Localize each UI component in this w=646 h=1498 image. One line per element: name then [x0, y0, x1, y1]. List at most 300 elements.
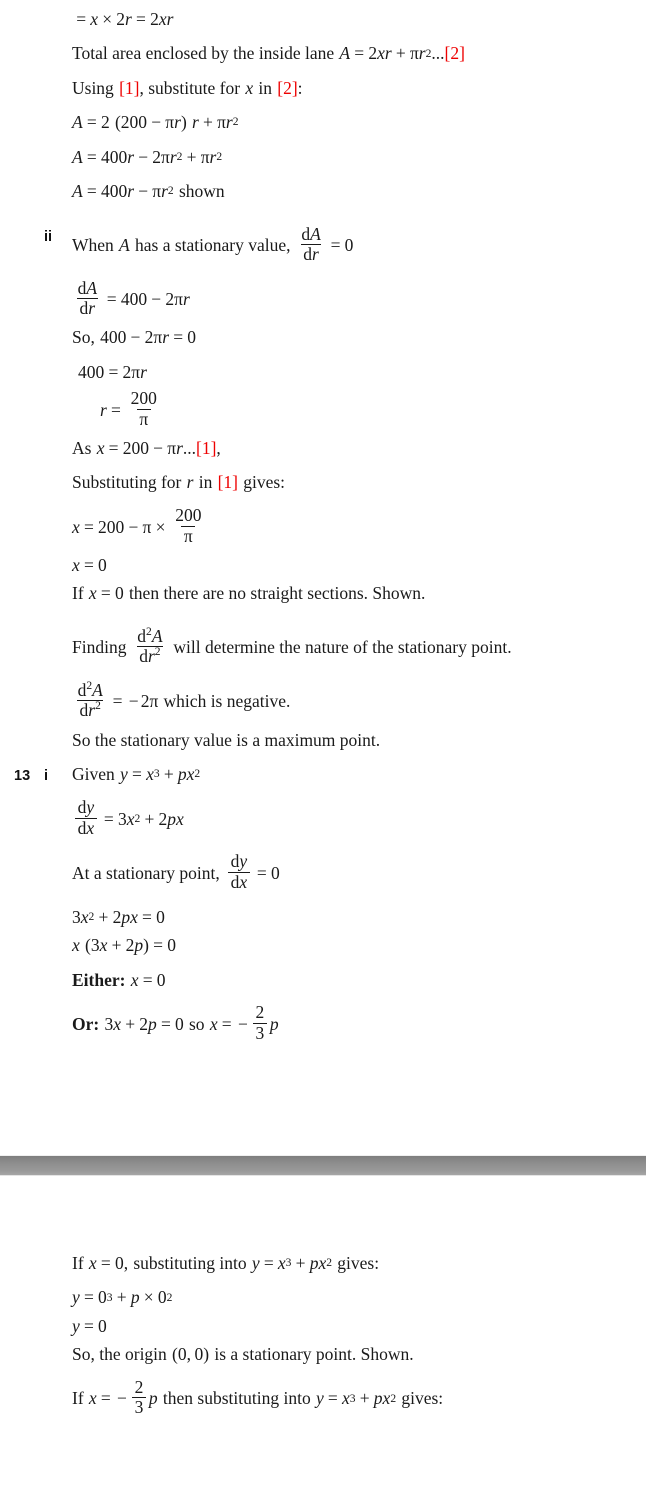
denominator: π — [137, 409, 151, 429]
substitute-text: , substitute for — [139, 77, 241, 98]
spacer — [0, 457, 646, 473]
equation-y-zero — [0, 1317, 646, 1335]
zero: 0 — [187, 327, 197, 348]
spacer-before-divider — [0, 1043, 646, 1155]
math-expression: y = 0 3 + p × 0 2 — [72, 1287, 173, 1308]
spacer — [0, 347, 646, 363]
denominator: dr — [301, 244, 321, 264]
numerator: dA — [77, 277, 98, 298]
so-label: so — [189, 1013, 205, 1034]
no-straight-text: then there are no straight sections. Shown. — [128, 583, 426, 604]
spacer — [0, 892, 646, 908]
so-label: So, — [72, 327, 95, 348]
number-400: 400 — [100, 327, 127, 348]
plus-sign: + — [111, 935, 122, 956]
coordinate-pair: (0, 0) — [172, 1344, 210, 1365]
equals-sign: = — [83, 516, 94, 537]
second-derivative-d2A-dr2 — [135, 625, 165, 667]
math-expression — [78, 363, 646, 381]
variable-x: x — [90, 9, 99, 29]
variable-r: r — [192, 112, 199, 133]
plus-sign: + — [203, 112, 213, 133]
zero: 0 — [98, 554, 107, 575]
variable-x: x — [209, 1013, 218, 1034]
minus-sign: − — [117, 1388, 127, 1409]
spacer — [0, 989, 646, 1005]
variable-x: x — [113, 1013, 121, 1034]
variable-x: x — [277, 1253, 286, 1273]
equals-sign: = — [86, 146, 97, 167]
variable-r: r — [127, 180, 135, 201]
variable-A: A — [72, 180, 83, 201]
coefficient: 2 — [122, 361, 132, 382]
substituting-label: Substituting for — [72, 472, 182, 493]
at-stationary-label: At a stationary point, — [72, 862, 220, 883]
statement-substituting-r — [0, 473, 646, 491]
numerator: dy — [230, 851, 248, 872]
equation-second-derivative-value — [0, 679, 646, 721]
math-expression — [72, 731, 646, 749]
denominator: dx — [75, 818, 96, 838]
comma: , — [216, 438, 221, 458]
math-expression — [72, 1317, 646, 1335]
pi-symbol: π — [161, 146, 170, 167]
variable-x: x — [88, 1253, 97, 1273]
equals-sign: = — [100, 1388, 111, 1409]
reference-marker-1: [1] — [196, 438, 217, 458]
plus-sign: + — [125, 1013, 136, 1034]
then-substituting-text: then substituting into — [162, 1388, 311, 1409]
equation-y-substituted — [0, 1288, 646, 1306]
minus-sign: − — [138, 180, 149, 201]
math-expression — [72, 556, 646, 574]
variable-y: y — [72, 1315, 80, 1336]
math-expression — [72, 223, 646, 265]
question-number-blank — [14, 226, 44, 229]
variable-x: x — [341, 1388, 350, 1409]
colon: : — [297, 77, 303, 98]
either-label: Either: — [72, 969, 126, 990]
equation-x-substituted — [0, 505, 646, 546]
statement-or — [0, 1002, 646, 1043]
plus-sign: + — [359, 1388, 370, 1409]
variable-x: x — [245, 77, 254, 98]
math-expression — [72, 851, 646, 892]
variable-r: r — [418, 43, 426, 64]
pi-symbol: π — [142, 516, 152, 537]
plus-sign: + — [144, 808, 155, 829]
minus-sign: − — [153, 438, 164, 458]
variable-r: r — [209, 146, 217, 167]
statement-total-area — [0, 44, 646, 62]
equals-sign: = — [100, 583, 111, 604]
variable-x: x — [130, 906, 138, 927]
coefficient: 2 — [165, 289, 175, 310]
as-label: As — [72, 438, 92, 458]
plus-sign: + — [163, 763, 174, 784]
equals-sign: = — [330, 235, 341, 256]
open-paren: ( — [114, 112, 121, 133]
minus-sign: − — [128, 691, 139, 712]
pi-symbol: π — [217, 112, 226, 133]
variable-x: x — [186, 763, 195, 784]
statement-no-straight-sections — [0, 584, 646, 602]
zero: 0 — [98, 1287, 107, 1308]
will-determine-text: will determine the nature of the stationary point. — [173, 637, 512, 658]
denominator: 3 — [253, 1023, 267, 1043]
equals-sign: = — [160, 1013, 171, 1034]
equation-x-zero — [0, 556, 646, 574]
variable-A: A — [339, 43, 351, 64]
or-label: Or: — [72, 1013, 100, 1034]
derivative-dA-dr — [75, 277, 99, 319]
statement-maximum-conclusion — [0, 731, 646, 749]
variable-r: r — [176, 438, 183, 458]
pi-symbol: π — [131, 361, 141, 382]
variable-r: r — [100, 399, 107, 420]
equation-solve-r — [0, 388, 646, 429]
substituting-into-text: substituting into — [133, 1253, 247, 1273]
part-label-i: i — [44, 767, 49, 784]
variable-x: x — [146, 763, 154, 784]
math-expression — [72, 505, 646, 546]
number-400: 400 — [100, 180, 128, 201]
variable-x: x — [130, 969, 139, 990]
equation-substituted — [0, 113, 646, 131]
number-200: 200 — [122, 438, 149, 458]
numerator: 200 — [175, 505, 202, 526]
variable-p: p — [309, 1253, 319, 1273]
variable-p: p — [148, 1388, 158, 1409]
coefficient: 3 — [72, 906, 81, 927]
equals-sign: = — [108, 438, 119, 458]
zero: 0 — [167, 935, 176, 956]
variable-p: p — [167, 808, 176, 829]
equation-area-rect — [0, 10, 646, 28]
math-expression — [72, 10, 646, 28]
pi-symbol: π — [174, 289, 183, 310]
denominator: $dr^2$ — [77, 700, 103, 720]
spacer — [0, 1307, 646, 1317]
variable-x: x — [99, 935, 108, 956]
minus-sign: − — [130, 327, 141, 348]
math-expression — [72, 473, 646, 491]
derivative-dA-dr — [299, 223, 323, 265]
statement-if-x-zero — [0, 1254, 646, 1272]
variable-r: r — [125, 9, 132, 29]
math-expression — [72, 625, 646, 667]
variable-A: A — [72, 112, 83, 133]
denominator: dx — [228, 872, 249, 892]
variable-x: x — [158, 9, 167, 29]
number-200: 200 — [120, 112, 148, 133]
plus-sign: + — [395, 43, 406, 64]
math-expression: Given y = x 3 + p x 2 — [72, 763, 201, 784]
math-expression — [72, 439, 646, 457]
variable-A: A — [72, 146, 83, 167]
math-expression — [72, 1345, 646, 1363]
math-expression: A = 400 r − π r 2 shown — [72, 180, 225, 201]
coefficient: 2 — [150, 9, 159, 29]
variable-x: x — [72, 935, 80, 956]
equation-rearranged — [0, 363, 646, 381]
equals-sign: = — [263, 1253, 274, 1273]
zero: 0 — [157, 1287, 167, 1308]
ellipsis: ... — [431, 43, 445, 64]
variable-p: p — [373, 1388, 383, 1409]
math-expression — [100, 388, 646, 429]
variable-x: x — [88, 583, 97, 604]
math-expression: A = 2 ( 200 − π r ) r + π r 2 — [72, 112, 239, 133]
so-origin-label: So, the origin — [72, 1344, 167, 1365]
coefficient: 2 — [140, 691, 150, 712]
close-paren: ) — [180, 112, 187, 133]
in-label: in — [258, 77, 272, 98]
spacer — [0, 1272, 646, 1288]
gives-label: gives: — [337, 1253, 380, 1273]
equals-sign: = — [111, 399, 121, 420]
math-expression — [72, 79, 646, 97]
minus-sign: − — [151, 289, 162, 310]
variable-r: r — [384, 43, 392, 64]
variable-x: x — [88, 1388, 97, 1409]
zero: 0 — [156, 969, 166, 990]
denominator: dr — [77, 298, 97, 318]
math-expression — [72, 328, 646, 346]
variable-x: x — [318, 1253, 327, 1273]
reference-marker-1: [1] — [217, 472, 238, 493]
shown-label: shown — [178, 180, 225, 201]
pi-symbol: π — [200, 146, 210, 167]
math-expression — [72, 679, 646, 721]
equation-dA-dr — [0, 277, 646, 319]
part-ii-stationary-condition — [0, 223, 646, 265]
equals-sign: = — [327, 1388, 338, 1409]
question-13-given — [0, 765, 646, 784]
equals-sign: = — [153, 935, 164, 956]
variable-r: r — [162, 327, 170, 348]
numerator: dy — [77, 797, 95, 818]
variable-x: x — [377, 43, 385, 64]
spacer — [0, 63, 646, 79]
variable-r: r — [174, 112, 181, 133]
equals-sign: = — [132, 763, 142, 784]
spacer — [0, 97, 646, 113]
equals-sign: = — [142, 969, 153, 990]
statement-using-1 — [0, 79, 646, 97]
variable-r: r — [161, 180, 168, 201]
variable-r: r — [225, 112, 233, 133]
statement-if-x-two-thirds — [0, 1380, 646, 1418]
zero: 0 — [270, 862, 280, 883]
coefficient: 2 — [144, 327, 154, 348]
math-expression: A = 400 r − 2 π r 2 + π r 2 — [72, 146, 223, 167]
page-divider-band — [0, 1155, 646, 1176]
variable-p: p — [121, 906, 131, 927]
negative-text: which is negative. — [163, 691, 291, 712]
variable-r: r — [166, 9, 174, 29]
zero: 0 — [156, 906, 165, 927]
variable-x: x — [80, 906, 89, 927]
equation-simplified — [0, 182, 646, 200]
reference-marker-2: [2] — [277, 77, 298, 98]
if-label: If — [72, 583, 84, 604]
math-expression — [72, 584, 646, 602]
variable-y: y — [315, 1388, 324, 1409]
equals-sign: = — [108, 361, 119, 382]
spacer — [0, 603, 646, 629]
coefficient: 2 — [116, 9, 126, 29]
using-label: Using — [72, 77, 114, 98]
variable-r: r — [169, 146, 177, 167]
equation-quadratic — [0, 908, 646, 926]
numerator: 200 — [130, 388, 157, 409]
equals-sign: = — [83, 1287, 94, 1308]
fraction-200-over-pi — [128, 390, 159, 428]
equals-sign: = — [112, 691, 123, 712]
numerator: $d^2A$ — [137, 625, 163, 646]
pi-symbol: π — [165, 112, 175, 133]
coefficient: 2 — [152, 146, 162, 167]
if-label: If — [72, 1253, 84, 1273]
coefficient: 2 — [125, 935, 135, 956]
spacer — [0, 546, 646, 556]
math-expression — [72, 1002, 646, 1043]
spacer — [0, 1364, 646, 1380]
zero: 0 — [98, 1315, 107, 1336]
numerator: 2 — [134, 1379, 144, 1397]
statement-either — [0, 971, 646, 989]
variable-A: A — [119, 235, 130, 256]
minus-sign: − — [151, 112, 162, 133]
numerator: 2 — [255, 1002, 265, 1023]
spacer — [0, 132, 646, 148]
spacer — [0, 749, 646, 765]
origin-text: is a stationary point. Shown. — [214, 1344, 414, 1365]
equals-sign: = — [354, 43, 365, 64]
spacer — [0, 784, 646, 800]
variable-r: r — [127, 146, 135, 167]
number-400: 400 — [100, 146, 128, 167]
math-expression: Total area enclosed by the inside lane A = 2 x r + π r 2 ... [2] — [72, 43, 465, 64]
equals-sign: = — [83, 1315, 94, 1336]
pi-symbol: π — [152, 180, 162, 201]
math-expression: 3 x 2 + 2 p x = 0 — [72, 906, 165, 927]
reference-marker-2: [2] — [444, 43, 465, 64]
numerator: $d^2A$ — [77, 679, 103, 700]
equals-sign: = — [136, 9, 146, 29]
variable-y: y — [72, 1287, 80, 1308]
plus-sign: + — [98, 906, 109, 927]
equals-sign: = — [76, 9, 87, 29]
reference-marker-1: [1] — [119, 77, 140, 98]
coefficient: 3 — [117, 808, 127, 829]
times-sign: × — [102, 9, 113, 29]
fraction-two-thirds — [132, 1380, 146, 1417]
denominator: π — [181, 526, 195, 546]
statement-finding-second-derivative — [0, 625, 646, 667]
coefficient: 3 — [104, 1013, 114, 1034]
variable-p: p — [134, 935, 144, 956]
equation-set-zero — [0, 328, 646, 346]
when-label: When — [72, 235, 114, 256]
comma: , — [123, 1253, 129, 1273]
derivative-dy-dx — [75, 799, 96, 837]
spacer — [0, 381, 646, 391]
conclusion-text: So the stationary value is a maximum point. — [72, 729, 381, 750]
spacer — [0, 318, 646, 328]
ellipsis: ... — [182, 438, 197, 458]
given-label: Given — [72, 763, 115, 784]
minus-sign: − — [138, 146, 149, 167]
spacer — [0, 28, 646, 44]
gives-label: gives: — [401, 1388, 444, 1409]
times-sign: × — [143, 1287, 154, 1308]
total-area-lead: Total area enclosed by the inside lane — [72, 43, 335, 64]
math-expression — [72, 277, 646, 319]
spacer-after-divider — [0, 1176, 646, 1254]
variable-p: p — [130, 1287, 140, 1308]
spacer — [0, 166, 646, 182]
fraction-two-thirds — [253, 1004, 267, 1042]
math-expression: If x = 0 , substituting into y = x 3 + p x 2 gives: — [72, 1253, 380, 1273]
equation-expanded — [0, 148, 646, 166]
pi-symbol: π — [149, 691, 159, 712]
math-expression — [72, 936, 646, 954]
variable-y: y — [251, 1253, 260, 1273]
denominator: 3 — [132, 1397, 146, 1417]
math-expression: If x = − $\frac{2}{3}$ p then substituting into y = x 3 + p x 2 gives: — [72, 1379, 444, 1418]
math-expression — [72, 971, 646, 989]
variable-r: r — [182, 289, 190, 310]
zero: 0 — [114, 583, 124, 604]
has-stationary-text: has a stationary value, — [135, 235, 291, 256]
equals-sign: = — [86, 180, 97, 201]
variable-x: x — [382, 1388, 391, 1409]
spacer — [0, 200, 646, 226]
spacer — [0, 838, 646, 854]
spacer — [0, 492, 646, 508]
math-expression: $\frac{dy}{dx}$ = 3 x 2 + 2 p x — [72, 800, 646, 838]
number-400: 400 — [120, 289, 148, 310]
part-label-ii: ii — [44, 229, 53, 246]
minus-sign: − — [237, 1013, 248, 1034]
variable-x: x — [72, 554, 80, 575]
coefficient: 2 — [100, 112, 110, 133]
variable-p: p — [177, 763, 187, 784]
question-number-13: 13 — [14, 767, 31, 784]
equals-sign: = — [256, 862, 267, 883]
coefficient: 2 — [368, 43, 378, 64]
denominator: $dr^2$ — [137, 646, 163, 666]
gives-label: gives: — [243, 472, 286, 493]
pi-symbol: π — [409, 43, 419, 64]
equals-sign: = — [100, 1253, 111, 1273]
zero: 0 — [114, 1253, 124, 1273]
equals-sign: = — [221, 1013, 232, 1034]
statement-recall-1 — [0, 439, 646, 457]
number-200: 200 — [98, 516, 125, 537]
number-400: 400 — [78, 361, 105, 382]
coefficient: 2 — [139, 1013, 148, 1034]
minus-sign: − — [128, 516, 139, 537]
zero: 0 — [175, 1013, 184, 1034]
plus-sign: + — [116, 1287, 127, 1308]
variable-x: x — [96, 438, 105, 458]
coefficient: 2 — [112, 906, 122, 927]
variable-x: x — [176, 808, 184, 829]
fraction-200-over-pi — [173, 507, 204, 545]
